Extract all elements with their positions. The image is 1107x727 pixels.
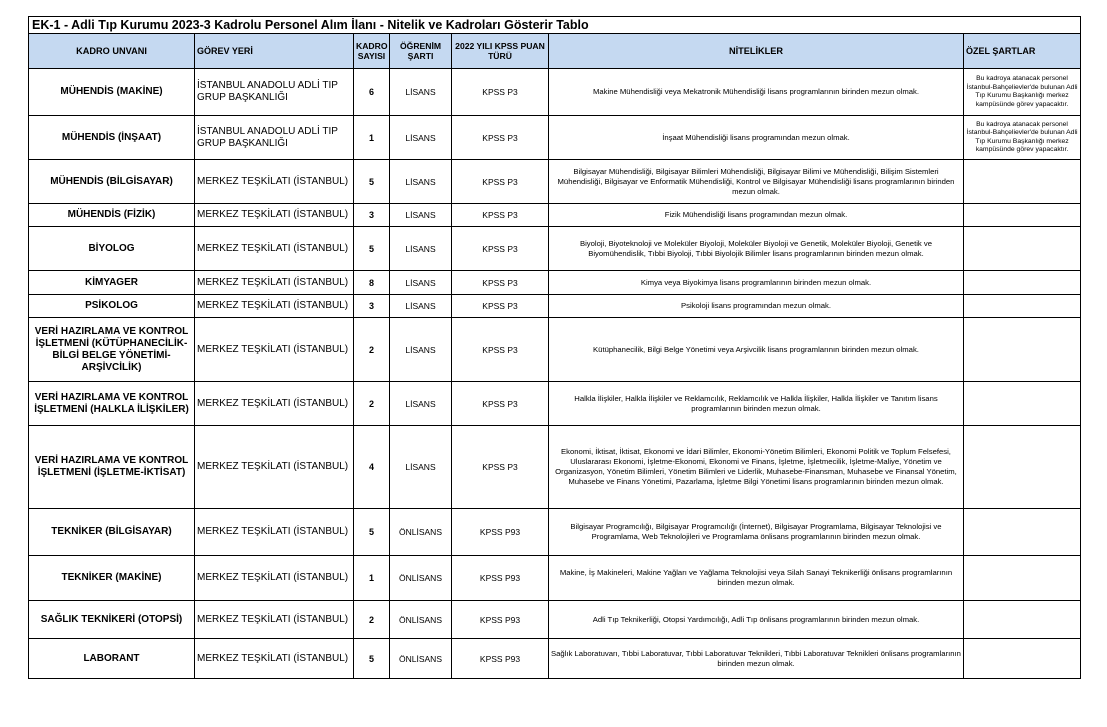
cell-ozel-sartlar xyxy=(964,227,1081,271)
cell-kadro-sayisi: 3 xyxy=(354,295,390,318)
cell-kadro-unvani: SAĞLIK TEKNİKERİ (OTOPSİ) xyxy=(29,601,195,639)
cell-kadro-sayisi: 3 xyxy=(354,204,390,227)
header-gorev-yeri: GÖREV YERİ xyxy=(195,34,354,69)
cell-kadro-unvani: LABORANT xyxy=(29,639,195,679)
cell-nitelikler: İnşaat Mühendisliği lisans programından mezun olmak. xyxy=(549,116,964,160)
cell-nitelikler: Biyoloji, Biyoteknoloji ve Moleküler Biyoloji, Moleküler Biyoloji ve Genetik, Moleküler Biyoloji, Genetik ve Biyomühendislik, Tıbbi Biyoloji, Tıbbi Biyolojik Bilimler lisans programlarının birinden mezun olmak. xyxy=(549,227,964,271)
cell-kpss-puan-turu: KPSS P3 xyxy=(452,318,549,382)
cell-gorev-yeri: MERKEZ TEŞKİLATI (İSTANBUL) xyxy=(195,318,354,382)
cell-kpss-puan-turu: KPSS P93 xyxy=(452,556,549,601)
table-row xyxy=(29,69,1081,116)
cell-kadro-unvani: MÜHENDİS (BİLGİSAYAR) xyxy=(29,160,195,204)
table-row xyxy=(29,509,1081,556)
cell-ogrenim-sarti: ÖNLİSANS xyxy=(390,556,452,601)
cell-ogrenim-sarti: LİSANS xyxy=(390,160,452,204)
cell-gorev-yeri: MERKEZ TEŞKİLATI (İSTANBUL) xyxy=(195,639,354,679)
cell-kadro-sayisi: 4 xyxy=(354,426,390,509)
cell-nitelikler: Adli Tıp Teknikerliği, Otopsi Yardımcılığı, Adli Tıp önlisans programlarının birinden mezun olmak. xyxy=(549,601,964,639)
cell-gorev-yeri: İSTANBUL ANADOLU ADLİ TIP GRUP BAŞKANLIĞI xyxy=(195,69,354,116)
cell-gorev-yeri: MERKEZ TEŞKİLATI (İSTANBUL) xyxy=(195,426,354,509)
table-row xyxy=(29,382,1081,426)
cell-nitelikler: Bilgisayar Mühendisliği, Bilgisayar Bilimleri Mühendisliği, Bilgisayar Bilimi ve Mühendisliği, Bilişim Sistemleri Mühendisliği, Bilgisayar ve Enformatik Mühendisliği, Kontrol ve Bilgisayar Mühendisliği lisans programlarının birinden mezun olmak. xyxy=(549,160,964,204)
cell-kadro-unvani: TEKNİKER (BİLGİSAYAR) xyxy=(29,509,195,556)
cell-kpss-puan-turu: KPSS P3 xyxy=(452,426,549,509)
cell-kadro-unvani: MÜHENDİS (MAKİNE) xyxy=(29,69,195,116)
cell-nitelikler: Makine Mühendisliği veya Mekatronik Mühendisliği lisans programlarının birinden mezun olmak. xyxy=(549,69,964,116)
cell-gorev-yeri: MERKEZ TEŞKİLATI (İSTANBUL) xyxy=(195,271,354,295)
cell-kadro-sayisi: 2 xyxy=(354,318,390,382)
cell-ogrenim-sarti: LİSANS xyxy=(390,271,452,295)
header-kadro-unvani: KADRO UNVANI xyxy=(29,34,195,69)
table-row xyxy=(29,204,1081,227)
cell-kadro-sayisi: 1 xyxy=(354,556,390,601)
cell-gorev-yeri: MERKEZ TEŞKİLATI (İSTANBUL) xyxy=(195,382,354,426)
table-row xyxy=(29,556,1081,601)
header-kpss-puan-turu: 2022 YILI KPSS PUAN TÜRÜ xyxy=(452,34,549,69)
cell-kadro-sayisi: 8 xyxy=(354,271,390,295)
cell-ozel-sartlar: Bu kadroya atanacak personel İstanbul-Bahçelievler'de bulunan Adli Tıp Kurumu Başkanlığı merkez kampüsünde görev yapacaktır. xyxy=(964,69,1081,116)
cell-ogrenim-sarti: LİSANS xyxy=(390,426,452,509)
cell-ozel-sartlar xyxy=(964,271,1081,295)
cell-kadro-sayisi: 5 xyxy=(354,639,390,679)
cell-ogrenim-sarti: LİSANS xyxy=(390,227,452,271)
table-row xyxy=(29,227,1081,271)
cell-gorev-yeri: MERKEZ TEŞKİLATI (İSTANBUL) xyxy=(195,509,354,556)
cell-ozel-sartlar: Bu kadroya atanacak personel İstanbul-Bahçelievler'de bulunan Adli Tıp Kurumu Başkanlığı merkez kampüsünde görev yapacaktır. xyxy=(964,116,1081,160)
cell-kadro-unvani: VERİ HAZIRLAMA VE KONTROL İŞLETMENİ (İŞLETME-İKTİSAT) xyxy=(29,426,195,509)
cell-kadro-unvani: PSİKOLOG xyxy=(29,295,195,318)
cell-kpss-puan-turu: KPSS P3 xyxy=(452,271,549,295)
table-row xyxy=(29,318,1081,382)
cell-ozel-sartlar xyxy=(964,318,1081,382)
cell-nitelikler: Fizik Mühendisliği lisans programından mezun olmak. xyxy=(549,204,964,227)
table-title: EK-1 - Adli Tıp Kurumu 2023-3 Kadrolu Personel Alım İlanı - Nitelik ve Kadroları Gösterir Tablo xyxy=(29,17,1081,34)
cell-ogrenim-sarti: LİSANS xyxy=(390,204,452,227)
table-row xyxy=(29,639,1081,679)
table-row xyxy=(29,271,1081,295)
cell-nitelikler: Halkla İlişkiler, Halkla İlişkiler ve Reklamcılık, Reklamcılık ve Halkla İlişkiler, Halkla İlişkiler ve Tanıtım lisans programlarının birinden mezun olmak. xyxy=(549,382,964,426)
cell-kadro-unvani: VERİ HAZIRLAMA VE KONTROL İŞLETMENİ (KÜTÜPHANECİLİK-BİLGİ BELGE YÖNETİMİ-ARŞİVCİLİK) xyxy=(29,318,195,382)
cell-nitelikler: Sağlık Laboratuvarı, Tıbbi Laboratuvar, Tıbbi Laboratuvar Teknikleri, Tıbbi Laboratuvar Teknikleri önlisans programlarının birinden mezun olmak. xyxy=(549,639,964,679)
cell-kpss-puan-turu: KPSS P3 xyxy=(452,69,549,116)
cell-kadro-unvani: MÜHENDİS (FİZİK) xyxy=(29,204,195,227)
cell-kadro-sayisi: 5 xyxy=(354,509,390,556)
cell-kpss-puan-turu: KPSS P3 xyxy=(452,160,549,204)
cell-kadro-sayisi: 5 xyxy=(354,160,390,204)
cell-ozel-sartlar xyxy=(964,639,1081,679)
header-kadro-sayisi: KADRO SAYISI xyxy=(354,34,390,69)
cell-gorev-yeri: MERKEZ TEŞKİLATI (İSTANBUL) xyxy=(195,601,354,639)
cell-ozel-sartlar xyxy=(964,160,1081,204)
cell-kpss-puan-turu: KPSS P93 xyxy=(452,509,549,556)
table-row xyxy=(29,295,1081,318)
table-row xyxy=(29,160,1081,204)
cell-kadro-unvani: TEKNİKER (MAKİNE) xyxy=(29,556,195,601)
cell-ogrenim-sarti: LİSANS xyxy=(390,382,452,426)
cell-nitelikler: Kimya veya Biyokimya lisans programlarının birinden mezun olmak. xyxy=(549,271,964,295)
cell-kadro-unvani: VERİ HAZIRLAMA VE KONTROL İŞLETMENİ (HALKLA İLİŞKİLER) xyxy=(29,382,195,426)
cell-nitelikler: Psikoloji lisans programından mezun olmak. xyxy=(549,295,964,318)
table-row xyxy=(29,601,1081,639)
cell-ozel-sartlar xyxy=(964,426,1081,509)
cell-kadro-sayisi: 5 xyxy=(354,227,390,271)
cell-ozel-sartlar xyxy=(964,509,1081,556)
cell-gorev-yeri: MERKEZ TEŞKİLATI (İSTANBUL) xyxy=(195,204,354,227)
cell-ogrenim-sarti: LİSANS xyxy=(390,318,452,382)
cell-gorev-yeri: MERKEZ TEŞKİLATI (İSTANBUL) xyxy=(195,556,354,601)
cell-kpss-puan-turu: KPSS P93 xyxy=(452,601,549,639)
cell-ozel-sartlar xyxy=(964,601,1081,639)
cell-nitelikler: Ekonomi, İktisat, İktisat, Ekonomi ve İdari Bilimler, Ekonomi-Yönetim Bilimleri, Ekonomi Politik ve Toplum Felsefesi, Uluslararası Ekonomi, İşletme-Ekonomi, Ekonomi ve Finans, İşletme, İşletmecilik, İşletme-Maliye, Yönetim ve Organizasyon, Yönetim Bilimleri, Yönetim Bilimleri ve Liderlik, Muhasebe-Finansman, Muhasebe ve Finansal Yönetim, Muhasebe ve Finans Yönetimi, Pazarlama, İşletme Bilgi Yönetimi lisans programlarının birinden mezun olmak. xyxy=(549,426,964,509)
cell-ozel-sartlar xyxy=(964,295,1081,318)
cell-nitelikler: Kütüphanecilik, Bilgi Belge Yönetimi veya Arşivcilik lisans programlarının birinden mezun olmak. xyxy=(549,318,964,382)
cell-kpss-puan-turu: KPSS P3 xyxy=(452,382,549,426)
cell-kadro-sayisi: 2 xyxy=(354,601,390,639)
cell-gorev-yeri: İSTANBUL ANADOLU ADLİ TIP GRUP BAŞKANLIĞI xyxy=(195,116,354,160)
cell-kadro-unvani: KİMYAGER xyxy=(29,271,195,295)
cell-nitelikler: Bilgisayar Programcılığı, Bilgisayar Programcılığı (İnternet), Bilgisayar Programlama, Bilgisayar Teknolojisi ve Programlama, Web Teknolojileri ve Programlama önlisans programlarının birinden mezun olmak. xyxy=(549,509,964,556)
cell-ogrenim-sarti: LİSANS xyxy=(390,295,452,318)
cell-kadro-unvani: BİYOLOG xyxy=(29,227,195,271)
header-row xyxy=(29,34,1081,69)
cell-ogrenim-sarti: LİSANS xyxy=(390,116,452,160)
cell-ozel-sartlar xyxy=(964,556,1081,601)
header-ogrenim-sarti: ÖĞRENİM ŞARTI xyxy=(390,34,452,69)
cell-gorev-yeri: MERKEZ TEŞKİLATI (İSTANBUL) xyxy=(195,227,354,271)
cell-gorev-yeri: MERKEZ TEŞKİLATI (İSTANBUL) xyxy=(195,160,354,204)
cell-kpss-puan-turu: KPSS P93 xyxy=(452,639,549,679)
header-ozel-sartlar: ÖZEL ŞARTLAR xyxy=(964,34,1081,69)
cell-ogrenim-sarti: ÖNLİSANS xyxy=(390,639,452,679)
table-row xyxy=(29,116,1081,160)
header-nitelikler: NİTELİKLER xyxy=(549,34,964,69)
cell-ogrenim-sarti: ÖNLİSANS xyxy=(390,601,452,639)
spreadsheet xyxy=(28,16,1080,679)
cell-kadro-sayisi: 1 xyxy=(354,116,390,160)
cell-gorev-yeri: MERKEZ TEŞKİLATI (İSTANBUL) xyxy=(195,295,354,318)
cell-ogrenim-sarti: ÖNLİSANS xyxy=(390,509,452,556)
table-row xyxy=(29,426,1081,509)
cell-kadro-unvani: MÜHENDİS (İNŞAAT) xyxy=(29,116,195,160)
cell-ozel-sartlar xyxy=(964,382,1081,426)
cell-kpss-puan-turu: KPSS P3 xyxy=(452,116,549,160)
cell-kpss-puan-turu: KPSS P3 xyxy=(452,204,549,227)
cell-kadro-sayisi: 2 xyxy=(354,382,390,426)
cell-nitelikler: Makine, İş Makineleri, Makine Yağları ve Yağlama Teknolojisi veya Silah Sanayi Teknikerliği önlisans programlarının birinden mezun olmak. xyxy=(549,556,964,601)
cell-kadro-sayisi: 6 xyxy=(354,69,390,116)
cell-ogrenim-sarti: LİSANS xyxy=(390,69,452,116)
cell-ozel-sartlar xyxy=(964,204,1081,227)
positions-table xyxy=(28,16,1081,679)
cell-kpss-puan-turu: KPSS P3 xyxy=(452,295,549,318)
cell-kpss-puan-turu: KPSS P3 xyxy=(452,227,549,271)
